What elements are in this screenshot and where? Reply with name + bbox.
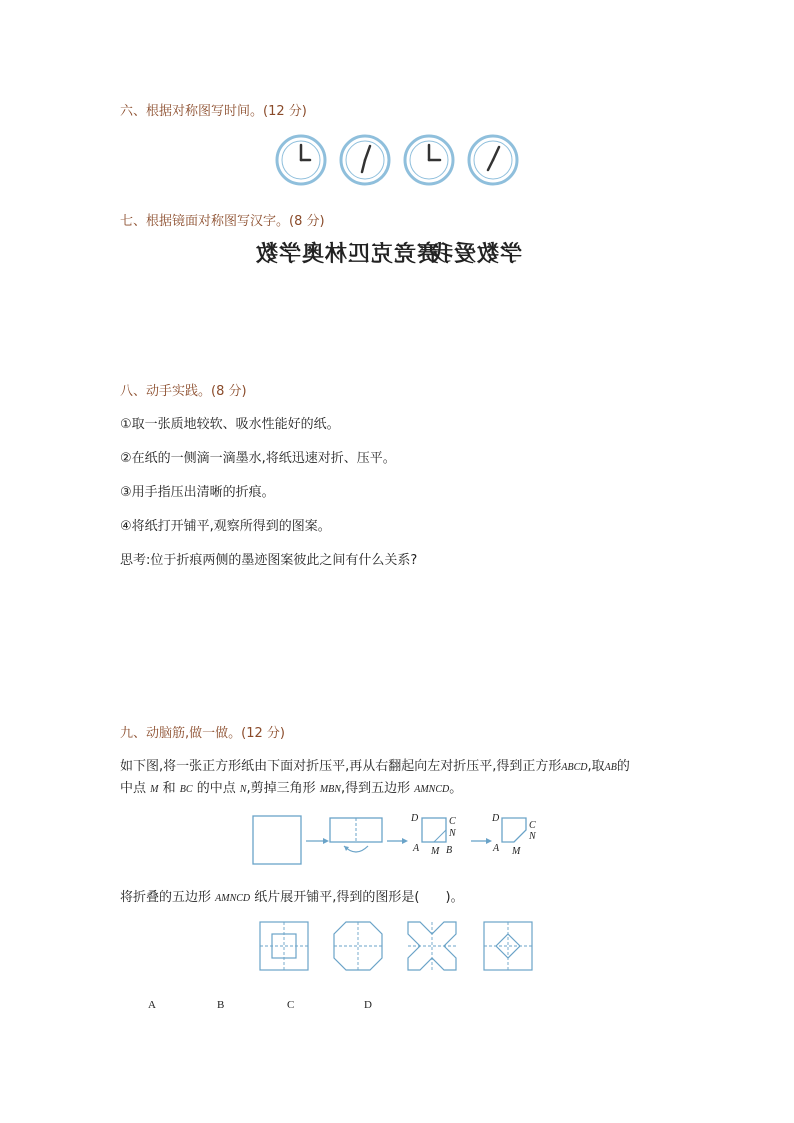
fold-arrow-head [344, 846, 349, 851]
label-n: N [239, 784, 247, 795]
paragraph-line-1 [120, 755, 630, 774]
square-paper [253, 816, 301, 864]
clock-2 [341, 136, 389, 184]
para-text: 中点 [120, 781, 147, 796]
para-text: ,剪掉三角形 [246, 781, 316, 796]
label-amncd: AMNCD [414, 784, 450, 795]
option-label-b[interactable]: B [217, 999, 225, 1011]
option-figure-a [260, 922, 308, 970]
step-1: ①取一张质地较软、吸水性能好的纸。 [120, 417, 340, 432]
point-d-2: D [492, 813, 500, 824]
para-text: ,得到五边形 [340, 781, 411, 796]
section8-title: 八、动手实践。(8 分) [120, 384, 247, 399]
question-8: 思考:位于折痕两侧的墨迹图案彼此之间有什么关系? [120, 553, 418, 568]
point-m: M [431, 846, 440, 857]
option-figure-c [408, 922, 456, 970]
point-b: B [446, 845, 453, 856]
folding-diagram [250, 808, 550, 870]
option-label-c[interactable]: C [287, 999, 295, 1011]
section7-title: 七、根据镜面对称图写汉字。(8 分) [120, 214, 325, 229]
arrow-2-head [402, 838, 408, 844]
paragraph-line-2 [120, 777, 462, 796]
para-text: 如下图,将一张正方形纸由下面对折压平,再从右翻起向左对折压平,得到正方形 [120, 759, 562, 774]
label-bc: BC [179, 784, 193, 795]
point-n: N [449, 828, 456, 839]
arrow-1-head [323, 838, 329, 844]
point-a: A [413, 843, 420, 854]
para-text: 的中点 [196, 781, 236, 796]
option-label-a[interactable]: A [148, 999, 156, 1011]
label-amncd-2: AMNCD [215, 893, 251, 904]
question-text: )。 [445, 890, 464, 905]
square-abcd [422, 818, 446, 842]
para-text: 和 [162, 781, 176, 796]
point-c-2: C [529, 820, 536, 831]
label-m: M [150, 784, 159, 795]
clock-3 [405, 136, 453, 184]
para-text: ,取 [587, 759, 605, 774]
section9-title: 九、动脑筋,做一做。(12 分) [120, 726, 285, 741]
point-c: C [449, 816, 456, 827]
option-figures [258, 920, 538, 974]
option-label-d[interactable]: D [364, 999, 372, 1011]
mirror-text-left: 赛竞克匹林奥学数 [255, 241, 440, 267]
section6-title: 六、根据对称图写时间。(12 分) [120, 104, 307, 119]
cut-line [434, 830, 446, 842]
option-figure-d [484, 922, 532, 970]
step-4: ④将纸打开铺平,观察所得到的图案。 [120, 519, 331, 534]
step-3: ③用手指压出清晰的折痕。 [120, 485, 275, 500]
para-text: 。 [449, 781, 463, 796]
point-d: D [411, 813, 419, 824]
point-m-2: M [512, 846, 521, 857]
mirror-text-right: 学数爱我 [430, 241, 523, 267]
question-text: 纸片展开铺平,得到的图形是( [254, 890, 420, 905]
label-abcd: ABCD [561, 762, 588, 773]
para-text: 的 [616, 759, 630, 774]
point-a-2: A [493, 843, 500, 854]
question-text: 将折叠的五边形 [120, 890, 212, 905]
clock-1 [277, 136, 325, 184]
question-9 [120, 886, 464, 905]
option-figure-b [334, 922, 382, 970]
arrow-3-head [486, 838, 492, 844]
clock-4 [469, 136, 517, 184]
pentagon-amncd [502, 818, 526, 842]
clock-row [270, 130, 530, 190]
label-ab: AB [604, 762, 617, 773]
point-n-2: N [529, 831, 536, 842]
label-mbn: MBN [319, 784, 341, 795]
step-2: ②在纸的一侧滴一滴墨水,将纸迅速对折、压平。 [120, 451, 396, 466]
